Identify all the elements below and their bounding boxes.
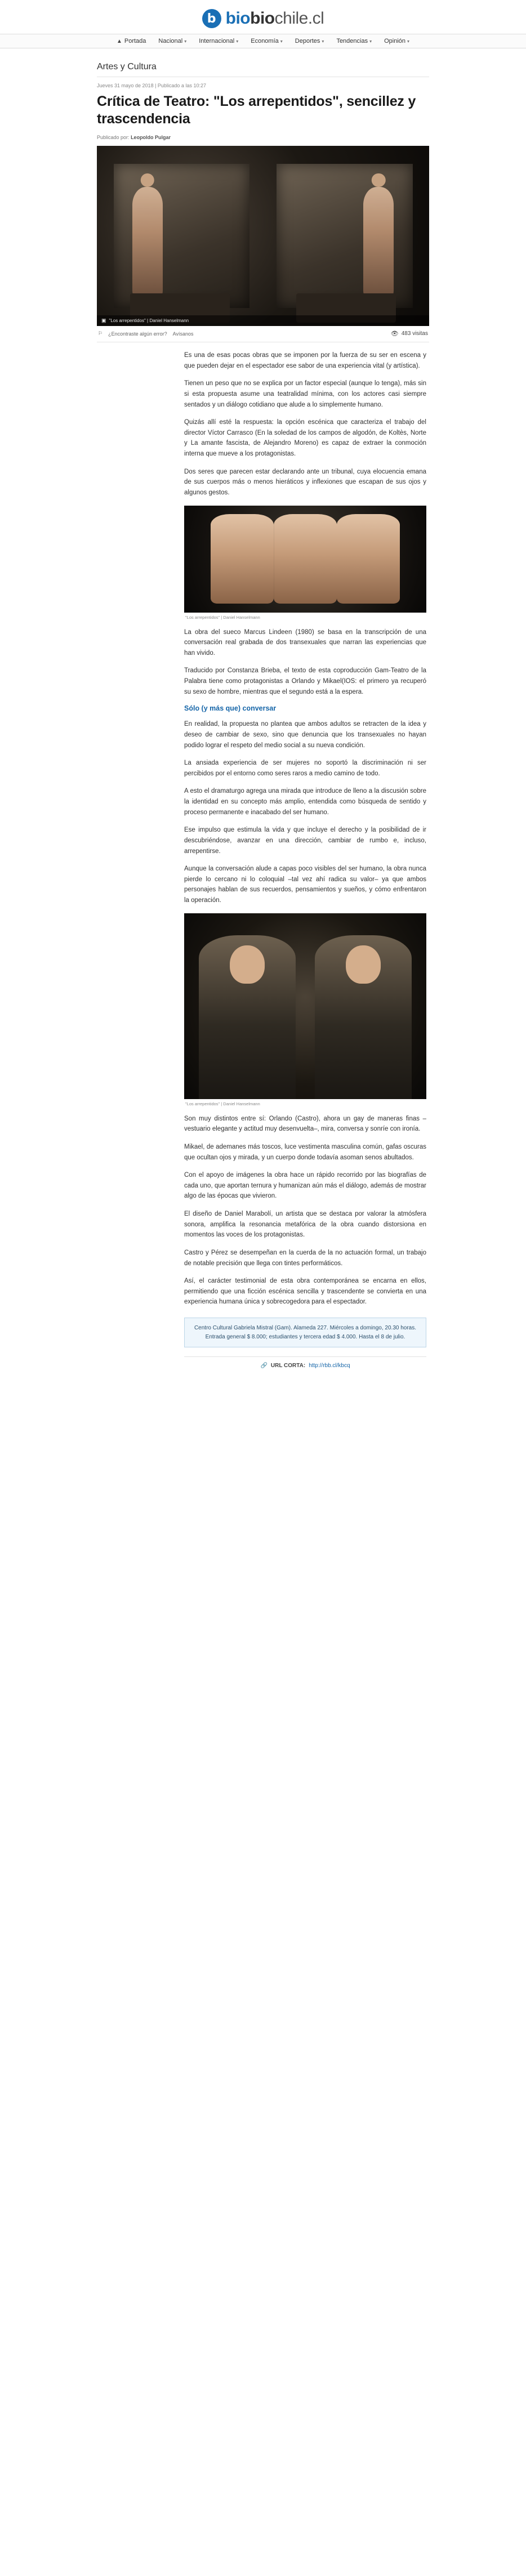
biobiochile-logo-icon: b [202,9,221,28]
photo-figure-left [132,187,162,300]
short-url-link[interactable]: http://rbb.cl/kbcq [309,1363,350,1369]
paragraph: El diseño de Daniel Marabolí, un artista que se destaca por valorar la atmósfera sonora, amplifica la resonancia metafórica de la obra cuando distorsiona en momentos las voces de los protagonistas. [184,1211,426,1239]
article-container [97,48,429,1381]
photo-scene [184,913,426,1099]
paragraph: La ansiada experiencia de ser mujeres no soportó la discriminación ni ser percibidos por el entorno como seres raros a medio camino de todo. [184,760,426,777]
eye-icon: 👁 [390,331,399,337]
nav-item-tendencias[interactable] [330,34,378,48]
photo-head [346,945,381,984]
photo-figure-right [363,187,393,300]
article-body [184,350,426,1381]
paragraph: Ese impulso que estimula la vida y que incluye el derecho y la posibilidad de ir descubriéndose, avanzar en una dirección, cambiar de rumbo e, incluso, arrepentirse. [184,827,426,855]
logo-part-bio1: bio [225,9,251,28]
article-meta: Jueves 31 mayo de 2018 | Publicado a las 10:27 [97,83,206,88]
paragraph: Quizás allí esté la respuesta: la opción escénica que caracteriza el trabajo del director Víctor Carrasco (En la soledad de los campos de algodón, de Koltès, Norte y La amante fascista, de Alejandro Moreno) es capaz de extraer la conmoción interna que mueve a los protagonistas. [184,419,426,457]
photo-figure-left [199,935,296,1099]
link-icon: 🔗 [260,1363,268,1369]
chevron-down-icon: ▾ [236,38,239,44]
event-info-box: Centro Cultural Gabriela Mistral (Gam). Alameda 227. Miércoles a domingo, 20.30 horas. Entrada general $ 8.000; estudiantes y tercera edad $ 4.000. Hasta el 8 de julio. [184,1318,426,1347]
report-error-group[interactable] [98,331,194,337]
short-url-label: URL CORTA: [270,1363,306,1369]
nav-item-internacional[interactable] [193,34,244,48]
byline [97,135,429,140]
camera-icon: ▣ [101,318,106,323]
logo-part-bio2: bio [250,9,275,28]
main-navigation[interactable] [0,34,526,48]
photo-scene [184,506,426,613]
report-error-label: ¿Encontraste algún error? [108,331,167,337]
flag-icon: ⚐ [98,331,103,336]
nav-item-nacional[interactable] [152,34,193,48]
nav-label-6: Opinión [384,37,406,44]
inline-photo-caption-2: "Los arrepentidos" | Daniel Hanselmann [185,1101,260,1106]
chevron-down-icon: ▾ [322,38,324,44]
inline-photo-2 [184,913,426,1099]
paragraph: Son muy distintos entre sí: Orlando (Castro), ahora un gay de maneras finas –vestuario elegante y actitud muy desenvuelta–, mira, conversa y sonríe con ironía. [184,1115,426,1133]
logo-part-chilecl: chile.cl [274,9,324,28]
byline-prefix: Publicado por: [97,135,130,140]
photo-panel-left [114,164,250,308]
nav-label-1: Nacional [158,37,183,44]
visit-count-label: 483 visitas [401,331,428,337]
section-subheading: Sólo (y más que) conversar [184,704,277,713]
nav-item-portada[interactable] [110,34,152,48]
paragraph: Tienen un peso que no se explica por un factor especial (aunque lo tenga), más sin si esta propuesta asume una teatralidad mínima, con los actores casi siempre sentados y un diálogo cotidiano que alude a lo simplemente humano. [184,380,426,408]
photo-figure [211,514,274,604]
paragraph: En realidad, la propuesta no plantea que ambos adultos se retracten de la idea y deseo de cambiar de sexo, sino que denuncia que los transexuales no hayan podido lograr el respeto del medio social a su nueva condición. [184,721,426,749]
lead-photo [97,146,429,326]
photo-caption [97,315,429,326]
nav-label-2: Internacional [199,37,235,44]
paragraph: Con el apoyo de imágenes la obra hace un rápido recorrido por las biografías de cada uno, que aportan ternura y humanizan aún más el diálogo, además de mostrar algo de las épocas que vivieron. [184,1172,426,1200]
paragraph: Mikael, de ademanes más toscos, luce vestimenta masculina común, gafas oscuras que ocultan ojos y mirada, y un cuerpo donde todavía asoman senos abultados. [184,1143,426,1161]
short-url-row [184,1356,426,1381]
photo-head [372,173,385,187]
photo-figure [337,514,400,604]
photo-head [141,173,154,187]
paragraph: La obra del sueco Marcus Lindeen (1980) se basa en la transcripción de una conversación real grabada de dos transexuales que narran las experiencias que han vivido. [184,628,426,657]
site-logo[interactable] [0,9,526,28]
chevron-down-icon: ▾ [184,38,187,44]
page-title: Crítica de Teatro: "Los arrepentidos", sencillez y trascendencia [97,93,416,127]
photo-figure [274,514,337,604]
photo-head [230,945,265,984]
photo-panel-right [277,164,413,308]
site-logo-text [226,9,324,28]
paragraph: A esto el dramaturgo agrega una mirada que introduce de lleno a la discusión sobre la identidad en su concepto más amplio, entendida como búsqueda de sentido y proceso permanente e inacabado del ser humano. [184,788,426,816]
paragraph: Es una de esas pocas obras que se imponen por la fuerza de su ser en escena y que pueden dejar en el espectador ese sabor de una experiencia vital (y artística). [184,352,426,369]
article-actions-bar [97,326,429,342]
paragraph: Traducido por Constanza Brieba, el texto de esta coproducción Gam-Teatro de la Palabra tiene como protagonistas a Orlando y Mikael(IOS: el primero ya recuperó su sexo de hombre, mientras que el segundo está a la espera. [184,667,426,695]
section-title[interactable]: Artes y Cultura [97,56,429,77]
nav-label-5: Tendencias [336,37,368,44]
photo-figure-right [315,935,412,1099]
chevron-down-icon: ▾ [280,38,283,44]
site-header [0,0,526,34]
nav-label-3: Economía [251,37,279,44]
nav-item-opinion[interactable] [378,34,416,48]
home-icon: ▲ [116,38,122,44]
inline-photo-1 [184,506,426,613]
visit-counter [391,330,428,337]
report-error-link[interactable]: Avísanos [172,331,194,337]
photo-scene [97,146,429,326]
nav-item-economia[interactable] [244,34,289,48]
inline-photo-caption-1: "Los arrepentidos" | Daniel Hanselmann [185,614,260,620]
photo-caption-text: "Los arrepentidos" | Daniel Hanselmann [109,318,189,323]
nav-label-4: Deportes [295,37,320,44]
paragraph: Así, el carácter testimonial de esta obra contemporánea se encarna en ellos, permitiendo que una ficción escénica sencilla y trascendente se convierta en una experiencia humana única y sobrecogedora para el espectador. [184,1278,426,1306]
byline-author: Leopoldo Pulgar [131,135,171,140]
paragraph: Dos seres que parecen estar declarando ante un tribunal, cuya elocuencia emana de sus cuerpos más o menos hieráticos y inflexiones que escapan de sus ojos y algunos gestos. [184,468,426,496]
chevron-down-icon: ▾ [407,38,410,44]
nav-item-deportes[interactable] [289,34,331,48]
chevron-down-icon: ▾ [369,38,372,44]
paragraph: Castro y Pérez se desempeñan en la cuerda de la no actuación formal, un trabajo de notable precisión que llega con tintes performáticos. [184,1249,426,1267]
nav-label-0: Portada [124,37,146,44]
paragraph: Aunque la conversación alude a capas poco visibles del ser humano, la obra nunca pierde lo cercano ni lo coloquial –tal vez ahí radica su valor– ya que ambos personajes hablan de sus recuerdos, pensamientos y sueños, y cómo enfrentaron la operación. [184,865,426,904]
